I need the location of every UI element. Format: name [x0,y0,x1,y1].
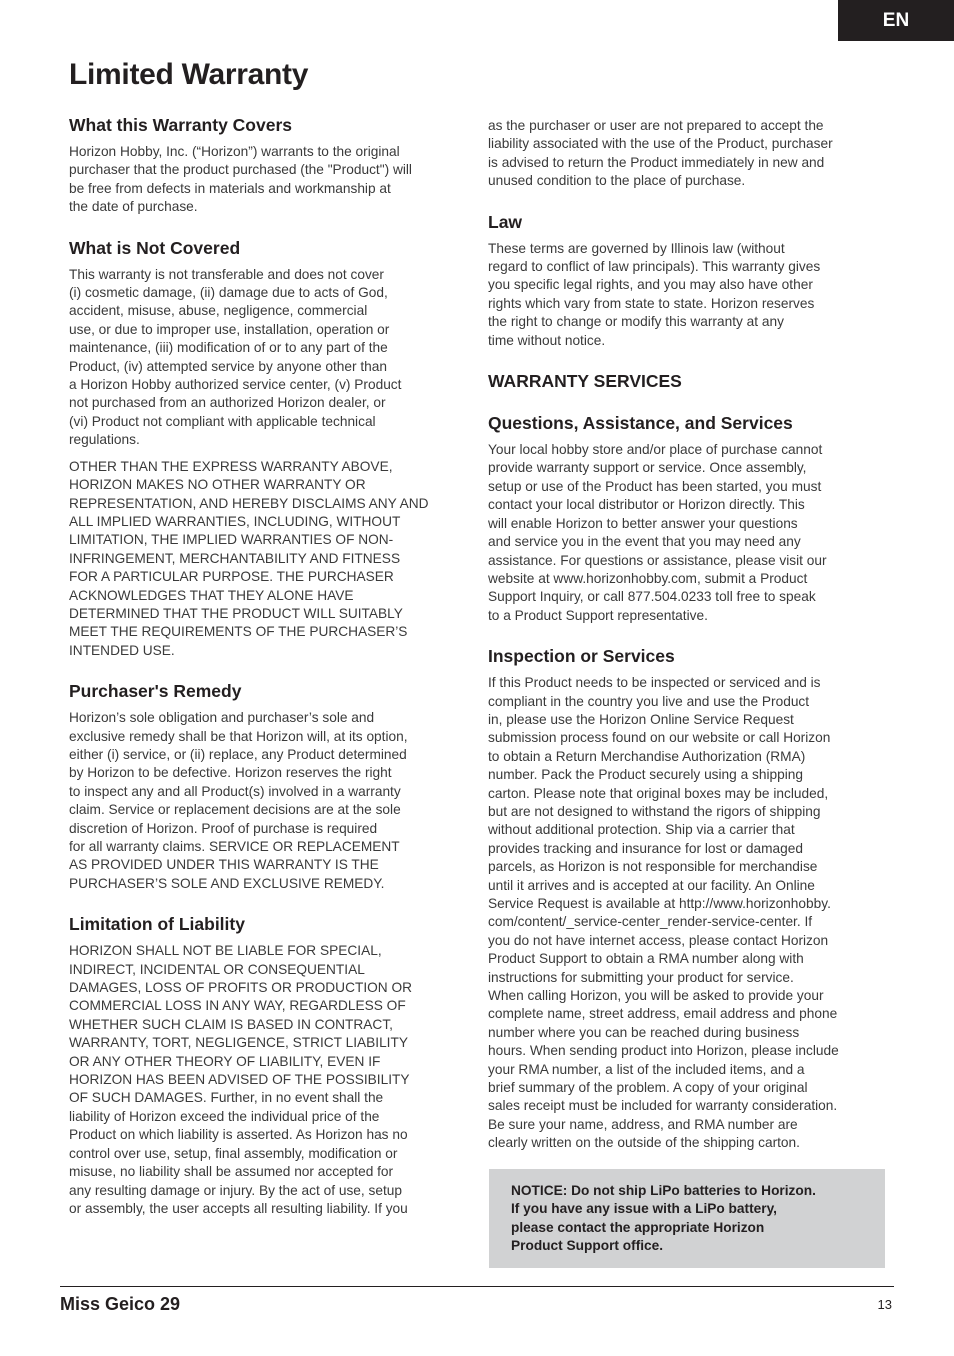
questions-heading: Questions, Assistance, and Services [488,413,793,434]
not-covered-text: This warranty is not transferable and does not cover (i) cosmetic damage, (ii) damage due to acts of God, accident, misuse, abuse, negligence, commercial use, or due to improper use, installation, operation or maintenance, (iii) modification of or to any part of the Product, (iv) attempted service by anyone other than a Horizon Hobby authorized service center, (v) Product not purchased from an authorized Horizon dealer, or (vi) Product not compliant with applicable technical regulations. [69,266,402,448]
footer-divider [60,1286,894,1287]
covers-text: Horizon Hobby, Inc. (“Horizon”) warrants to the original purchaser that the product purchased (the "Product") will be free from defects in materials and workmanship at the date of purchase. [69,144,412,215]
remedy-heading: Purchaser's Remedy [69,681,242,702]
page-number: 13 [877,1297,892,1312]
not-covered-heading: What is Not Covered [69,237,241,258]
page-title: Limited Warranty [69,58,309,91]
lipo-notice-box: NOTICE: Do not ship LiPo batteries to Horizon. If you have any issue with a LiPo battery, please contact the appropriate Horizon Product Support office. [489,1169,885,1268]
left-column [69,114,465,1218]
liability-continued-text: as the purchaser or user are not prepared to accept the liability associated with the use of the Product, purchaser is advised to return the Product immediately in new and unused condition to the place of purchase. [488,118,833,189]
liability-text: HORIZON SHALL NOT BE LIABLE FOR SPECIAL, INDIRECT, INCIDENTAL OR CONSEQUENTIAL DAMAGES, LOSS OF PROFITS OR PRODUCTION OR COMMERCIAL LOSS IN ANY WAY, REGARDLESS OF WHETHER SUCH CLAIM IS BASED IN CONTRACT, WARRANTY, TORT, NEGLIGENCE, STRICT LIABILITY OR ANY OTHER THEORY OF LIABILITY, EVEN IF HORIZON HAS BEEN ADVISED OF THE POSSIBILITY OF SUCH DAMAGES. Further, in no event shall the liability of Horizon exceed the individual price of the Product on which liability is asserted. As Horizon has no control over use, setup, final assembly, modification or misuse, no liability shall be assumed nor accepted for any resulting damage or injury. By the act of use, setup or assembly, the user accepts all resulting liability. If you [69,943,412,1216]
remedy-text: Horizon’s sole obligation and purchaser’s sole and exclusive remedy shall be that Horizon will, at its option, either (i) service, or (ii) replace, any Product determined by Horizon to be defective. Horizon reserves the right to inspect any and all Product(s) involved in a warranty claim. Service or replacement decisions are at the sole discretion of Horizon. Proof of purchase is required for all warranty claims. SERVICE OR REPLACEMENT AS PROVIDED UNDER THIS WARRANTY IS THE PURCHASER’S SOLE AND EXCLUSIVE REMEDY. [69,710,408,891]
covers-heading: What this Warranty Covers [69,115,293,135]
inspection-text: If this Product needs to be inspected or serviced and is compliant in the country you live and use the Product in, please use the Horizon Online Service Request submission process found on our website or call Horizon to obtain a Return Merchandise Authorization (RMA) number. Pack the Product securely using a shipping carton. Please note that original boxes may be included, but are not designed to withstand the rigors of shipping without additional protection. Ship via a carrier that provides tracking and insurance for lost or damaged parcels, as Horizon is not responsible for merchandise until it arrives and is accepted at our facility. An Online Service Request is available at http://www.horizonhobby. com/content/_service-center_render-service-center. If you do not have internet access, please contact Horizon Product Support to obtain a RMA number along with instructions for submitting your product for service. When calling Horizon, you will be asked to provide your complete name, street address, email address and phone number where you can be reached during business hours. When sending product into Horizon, please include your RMA number, a list of the included items, and a brief summary of the problem. A copy of your original sales receipt must be included for warranty consideration. Be sure your name, address, and RMA number are clearly written on the outside of the shipping carton. [488,675,839,1151]
warranty-services-heading: WARRANTY SERVICES [488,371,682,392]
liability-heading: Limitation of Liability [69,914,245,935]
footer-product-name: Miss Geico 29 [60,1294,181,1314]
law-text: These terms are governed by Illinois law (without regard to conflict of law principals). This warranty gives you specific legal rights, and you may also have other rights which vary from state to state. Horizon reserves the right to change or modify this warranty at any time without notice. [488,240,821,348]
questions-text: Your local hobby store and/or place of purchase cannot provide warranty support or service. Once assembly, setup or use of the Product has been started, you must contact your local distributor or Horizon directly. This will enable Horizon to better answer your questions and service you in the event that you may need any assistance. For questions or assistance, please visit our website at www.horizonhobby.com, submit a Product Support Inquiry, or call 877.504.0233 toll free to speak to a Product Support representative. [488,442,827,623]
law-heading: Law [488,211,523,232]
language-tab: EN [838,0,954,41]
disclaimer-text: OTHER THAN THE EXPRESS WARRANTY ABOVE, HORIZON MAKES NO OTHER WARRANTY OR REPRESENTATION, AND HEREBY DISCLAIMS ANY AND ALL IMPLIED WARRANTIES, INCLUDING, WITHOUT LIMITATION, THE IMPLIED WARRANTIES OF NON- INFRINGEMENT, MERCHANTABILITY AND FITNESS FOR A PARTICULAR PURPOSE. THE PURCHASER ACKNOWLEDGES THAT THEY ALONE HAVE DETERMINED THAT THE PRODUCT WILL SUITABLY MEET THE REQUIREMENTS OF THE PURCHASER’S INTENDED USE. [69,458,429,658]
right-column [488,117,884,1153]
inspection-heading: Inspection or Services [488,646,675,667]
